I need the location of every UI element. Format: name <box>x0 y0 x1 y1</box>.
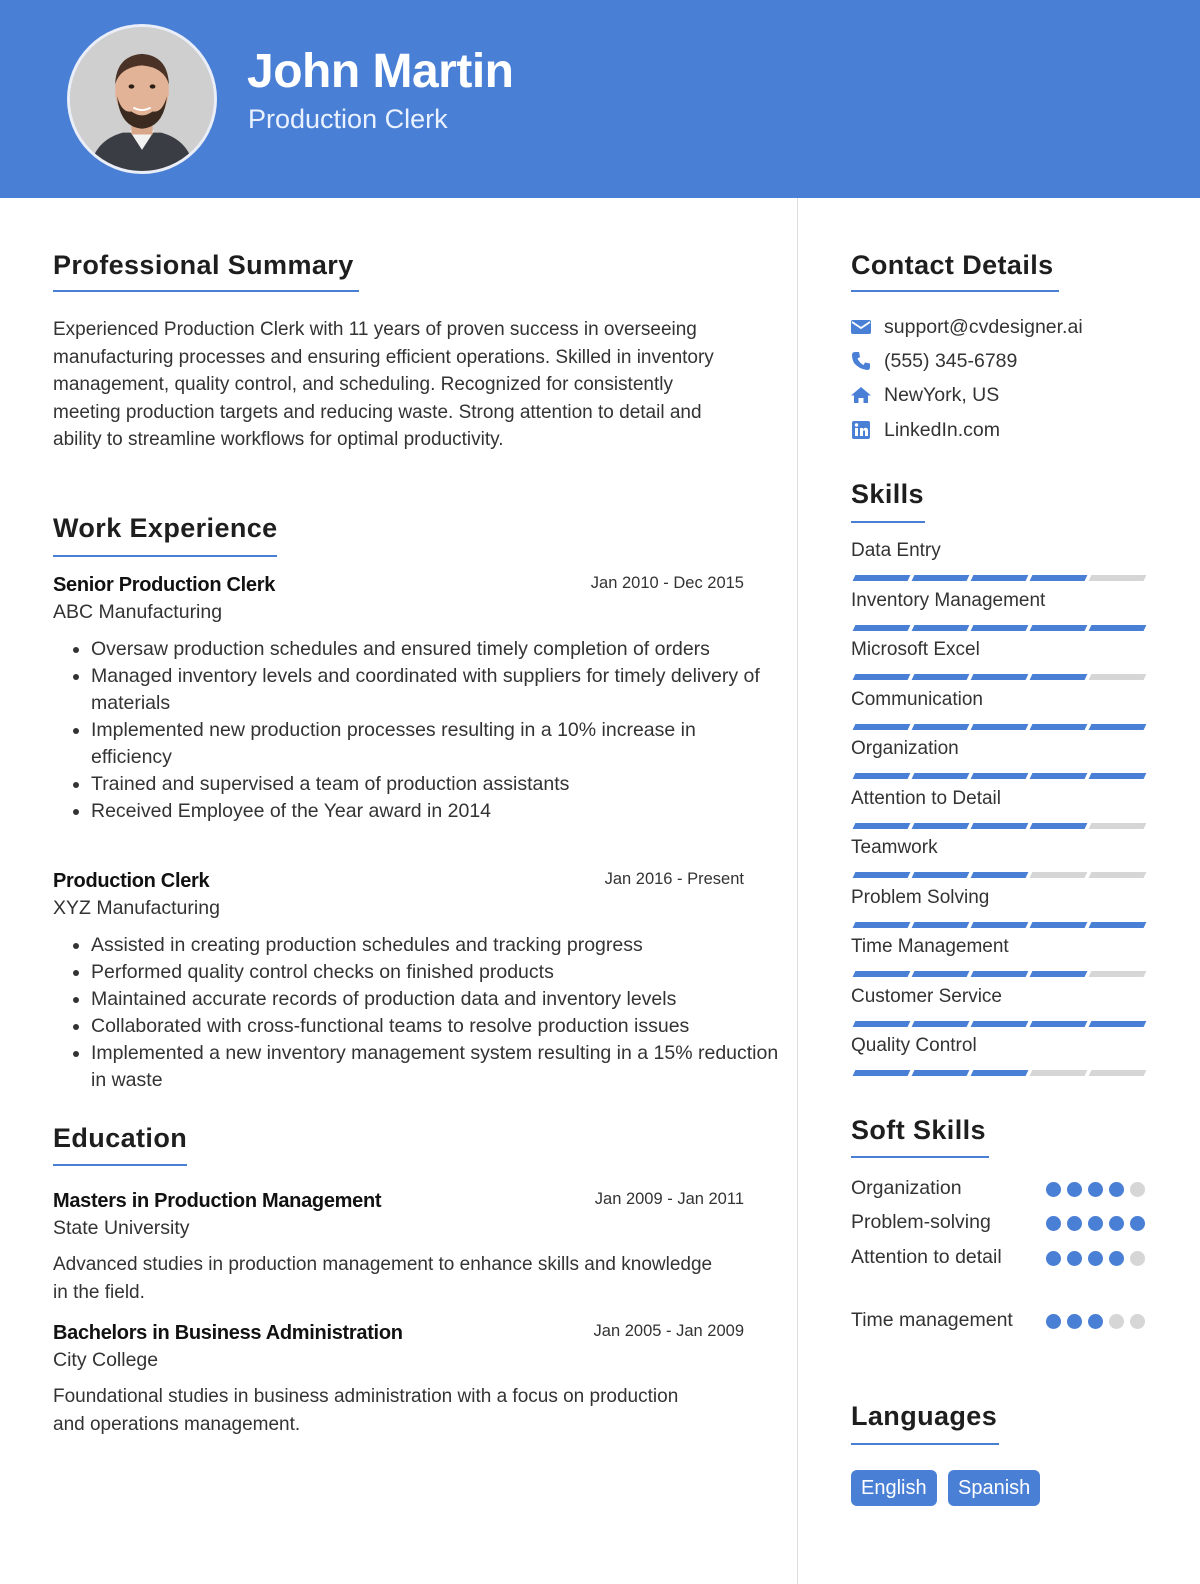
skill-level-bar <box>851 872 1146 878</box>
skill-label: Data Entry <box>851 540 941 561</box>
soft-skill-rating <box>1046 1216 1151 1231</box>
skill-level-segment <box>912 674 970 680</box>
education-heading: Education <box>53 1123 188 1153</box>
skill-level-segment <box>1089 625 1147 631</box>
skill-level-segment <box>853 922 911 928</box>
skill-level-segment <box>853 872 911 878</box>
skill-level-segment <box>971 1070 1029 1076</box>
list-item: • Trained and supervised a team of production assistants <box>91 771 781 798</box>
list-item: • Performed quality control checks on finished products <box>91 959 796 986</box>
skill-level-bar <box>851 922 1146 928</box>
contact-location-text: NewYork, US <box>884 383 1000 406</box>
skill-level-segment <box>1089 1021 1147 1027</box>
skill-level-segment <box>1030 922 1088 928</box>
rating-dot <box>1109 1251 1124 1266</box>
contact-linkedin[interactable] <box>850 417 1000 443</box>
skill-level-segment <box>1030 724 1088 730</box>
skill-level-segment <box>1030 575 1088 581</box>
rating-dot <box>1109 1314 1124 1329</box>
skill-level-bar <box>851 773 1146 779</box>
skill-level-segment <box>1030 823 1088 829</box>
school-name: City College <box>53 1349 159 1371</box>
list-item: • Implemented new production processes resulting in a 10% increase in efficiency <box>91 717 781 771</box>
skill-label: Organization <box>851 738 959 759</box>
soft-skill-label: Attention to detail <box>851 1246 1002 1268</box>
skill-level-segment <box>1089 823 1147 829</box>
language-badge: English <box>851 1470 937 1506</box>
rating-dot <box>1067 1216 1082 1231</box>
contact-underline <box>851 290 1059 292</box>
skill-level-segment <box>853 773 911 779</box>
column-divider <box>797 198 798 1584</box>
rating-dot <box>1130 1314 1145 1329</box>
skill-level-segment <box>971 773 1029 779</box>
skill-level-segment <box>912 971 970 977</box>
skill-level-segment <box>1030 674 1088 680</box>
job-company: XYZ Manufacturing <box>53 897 220 919</box>
skill-level-segment <box>1089 971 1147 977</box>
skill-level-segment <box>971 575 1029 581</box>
home-icon <box>850 384 872 406</box>
job-title: Production Clerk <box>53 870 210 892</box>
skill-level-segment <box>971 823 1029 829</box>
envelope-icon <box>850 316 872 338</box>
skill-level-segment <box>912 575 970 581</box>
skill-level-bar <box>851 971 1146 977</box>
skill-level-segment <box>853 823 911 829</box>
skill-label: Time Management <box>851 936 1009 957</box>
skill-level-bar <box>851 724 1146 730</box>
skill-level-segment <box>853 724 911 730</box>
rating-dot <box>1130 1216 1145 1231</box>
profile-photo-icon <box>70 27 214 171</box>
skill-level-segment <box>912 823 970 829</box>
list-item: • Collaborated with cross-functional teams to resolve production issues <box>91 1013 796 1040</box>
skill-level-segment <box>971 872 1029 878</box>
job-bullets <box>53 636 781 825</box>
list-item: • Maintained accurate records of production data and inventory levels <box>91 986 796 1013</box>
rating-dot <box>1046 1216 1061 1231</box>
skill-level-segment <box>1089 1070 1147 1076</box>
skill-level-segment <box>1089 773 1147 779</box>
contact-heading: Contact Details <box>851 250 1054 280</box>
soft-skills-underline <box>851 1156 989 1158</box>
skill-level-segment <box>912 773 970 779</box>
soft-skills-heading: Soft Skills <box>851 1115 986 1145</box>
rating-dot <box>1130 1251 1145 1266</box>
candidate-name: John Martin <box>247 45 514 98</box>
skills-underline <box>851 521 925 523</box>
school-name: State University <box>53 1217 190 1239</box>
contact-email[interactable] <box>850 314 1083 340</box>
skill-level-segment <box>912 1021 970 1027</box>
candidate-title: Production Clerk <box>248 104 448 134</box>
contact-linkedin-text: LinkedIn.com <box>884 418 1000 441</box>
skill-level-segment <box>971 971 1029 977</box>
skill-level-segment <box>1030 971 1088 977</box>
skill-level-bar <box>851 625 1146 631</box>
job-bullets <box>53 932 796 1094</box>
linkedin-icon <box>850 419 872 441</box>
list-item: • Implemented a new inventory management system resulting in a 15% reduction in waste <box>91 1040 796 1094</box>
skill-label: Microsoft Excel <box>851 639 980 660</box>
skill-level-segment <box>912 922 970 928</box>
list-item: • Received Employee of the Year award in 2014 <box>91 798 781 825</box>
soft-skill-rating <box>1046 1314 1151 1329</box>
education-dates: Jan 2009 - Jan 2011 <box>594 1190 744 1208</box>
soft-skill-rating <box>1046 1182 1151 1197</box>
skill-label: Attention to Detail <box>851 787 1001 809</box>
skill-level-segment <box>1030 625 1088 631</box>
soft-skill-label: Time management <box>851 1309 1013 1331</box>
list-item: • Managed inventory levels and coordinated with suppliers for timely delivery of materials <box>91 663 781 717</box>
rating-dot <box>1109 1182 1124 1197</box>
skill-level-segment <box>971 674 1029 680</box>
contact-phone[interactable] <box>850 348 1017 374</box>
rating-dot <box>1088 1314 1103 1329</box>
rating-dot <box>1088 1216 1103 1231</box>
languages-heading: Languages <box>851 1401 998 1431</box>
summary-text: Experienced Production Clerk with 11 years of proven success in overseeing manufacturing processes and ensuring efficient operations. Skilled in inventory management, quality control, and scheduling. Recognized for consistently meeting production targets and reducing waste. Strong attention to detail and ability to streamline workflows for optimal productivity. <box>53 319 714 450</box>
contact-email-text: support@cvdesigner.ai <box>884 315 1083 338</box>
education-description: Advanced studies in production management to enhance skills and knowledge in the field. <box>53 1254 713 1303</box>
skill-level-bar <box>851 823 1146 829</box>
skill-level-segment <box>1089 872 1147 878</box>
skill-level-segment <box>912 872 970 878</box>
skill-level-segment <box>1030 1070 1088 1076</box>
soft-skill-rating <box>1046 1251 1151 1266</box>
soft-skill-label: Organization <box>851 1177 962 1199</box>
skill-label: Teamwork <box>851 837 938 858</box>
skill-label: Communication <box>851 688 983 710</box>
rating-dot <box>1088 1182 1103 1197</box>
job-dates: Jan 2016 - Present <box>604 870 744 888</box>
skill-level-segment <box>853 1021 911 1027</box>
languages-underline <box>851 1443 999 1445</box>
skill-level-segment <box>1089 922 1147 928</box>
skill-label: Inventory Management <box>851 589 1046 611</box>
skill-level-segment <box>853 971 911 977</box>
header-banner <box>0 0 1200 198</box>
skill-level-segment <box>1030 872 1088 878</box>
degree-title: Bachelors in Business Administration <box>53 1322 403 1344</box>
skill-level-bar <box>851 1070 1146 1076</box>
experience-underline <box>53 555 277 557</box>
skill-level-segment <box>912 1070 970 1076</box>
rating-dot <box>1067 1251 1082 1266</box>
skills-heading: Skills <box>851 479 924 509</box>
language-badge: Spanish <box>948 1470 1040 1506</box>
summary-underline <box>53 290 359 292</box>
skill-level-segment <box>1030 1021 1088 1027</box>
skill-level-segment <box>1089 724 1147 730</box>
list-item: • Oversaw production schedules and ensured timely completion of orders <box>91 636 781 663</box>
skill-level-segment <box>971 724 1029 730</box>
job-company: ABC Manufacturing <box>53 601 223 623</box>
skill-level-segment <box>971 625 1029 631</box>
skill-level-segment <box>853 625 911 631</box>
job-dates: Jan 2010 - Dec 2015 <box>590 574 744 592</box>
list-item: • Assisted in creating production schedules and tracking progress <box>91 932 796 959</box>
skill-level-segment <box>1030 773 1088 779</box>
rating-dot <box>1067 1182 1082 1197</box>
degree-title: Masters in Production Management <box>53 1190 382 1212</box>
skill-label: Problem Solving <box>851 886 990 908</box>
skill-level-segment <box>853 1070 911 1076</box>
rating-dot <box>1067 1314 1082 1329</box>
education-dates: Jan 2005 - Jan 2009 <box>593 1322 744 1340</box>
skill-level-segment <box>971 922 1029 928</box>
skill-level-segment <box>1089 674 1147 680</box>
rating-dot <box>1109 1216 1124 1231</box>
skill-level-segment <box>1089 575 1147 581</box>
skill-level-bar <box>851 1021 1146 1027</box>
skill-level-segment <box>912 625 970 631</box>
skill-level-segment <box>912 724 970 730</box>
rating-dot <box>1046 1314 1061 1329</box>
skill-level-segment <box>853 674 911 680</box>
skill-level-bar <box>851 674 1146 680</box>
rating-dot <box>1130 1182 1145 1197</box>
experience-heading: Work Experience <box>53 513 278 543</box>
summary-heading: Professional Summary <box>53 250 354 280</box>
education-underline <box>53 1164 187 1166</box>
skill-level-segment <box>853 575 911 581</box>
skill-level-segment <box>971 1021 1029 1027</box>
contact-location <box>850 382 999 408</box>
rating-dot <box>1046 1182 1061 1197</box>
phone-icon <box>850 350 872 372</box>
contact-phone-text: (555) 345-6789 <box>884 349 1018 372</box>
rating-dot <box>1088 1251 1103 1266</box>
avatar <box>67 24 217 174</box>
skill-label: Customer Service <box>851 985 1002 1007</box>
skill-level-bar <box>851 575 1146 581</box>
rating-dot <box>1046 1251 1061 1266</box>
skill-label: Quality Control <box>851 1035 977 1056</box>
education-description: Foundational studies in business administration with a focus on production and operations management. <box>53 1386 679 1435</box>
soft-skill-label: Problem-solving <box>851 1211 991 1233</box>
job-title: Senior Production Clerk <box>53 574 276 596</box>
